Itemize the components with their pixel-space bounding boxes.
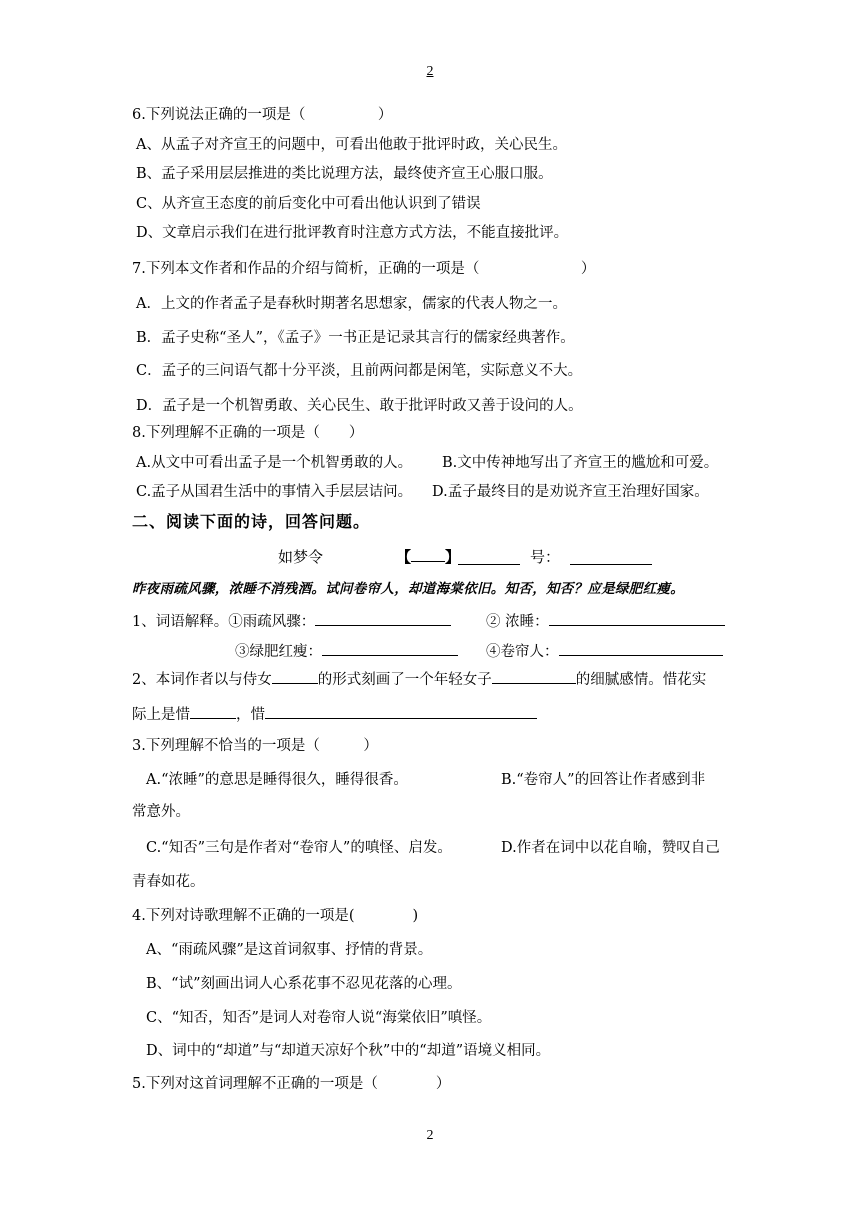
p3-option-d: D.作者在词中以花自喻，赞叹自己 xyxy=(501,840,720,856)
p4-stem: 4.下列对诗歌理解不正确的一项是( ) xyxy=(132,908,419,924)
poem-text: 昨夜雨疏风骤，浓睡不消残酒。试问卷帘人，却道海棠依旧。知否，知否？应是绿肥红瘦。 xyxy=(132,581,684,597)
p2-line2: 际上是惜 ，惜 xyxy=(132,703,537,725)
p1-juanlian: ④卷帘人： xyxy=(486,640,723,662)
blank-juanlian[interactable] xyxy=(559,640,723,656)
p3-option-a: A.“浓睡”的意思是睡得很久，睡得很香。 xyxy=(146,772,408,788)
blank-xi2[interactable] xyxy=(265,703,537,719)
p4-option-d: D、词中的“却道”与“却道天凉好个秋”中的“却道”语境义相同。 xyxy=(146,1043,551,1059)
p3-stem: 3.下列理解不恰当的一项是（ ） xyxy=(132,738,378,754)
p3-option-b-cont: 常意外。 xyxy=(132,804,190,820)
blank-lvfei[interactable] xyxy=(322,640,458,656)
hao-label: 号： xyxy=(530,548,561,566)
q6-option-a: A、从孟子对齐宣王的问题中，可看出他敢于批评时政，关心民生。 xyxy=(136,137,567,153)
q7-stem: 7.下列本文作者和作品的介绍与简析，正确的一项是（ ） xyxy=(132,261,596,277)
p1-line1: 1、词语解释。①雨疏风骤： xyxy=(132,610,451,632)
q8-option-a: A.从文中可看出孟子是一个机智勇敢的人。 xyxy=(136,455,413,471)
author-bracket: 【 】 xyxy=(396,548,461,566)
page-number-bottom: 2 xyxy=(426,1128,434,1143)
q6-option-c: C、从齐宣王态度的前后变化中可看出他认识到了错误 xyxy=(136,196,481,212)
blank-feeling[interactable] xyxy=(492,668,576,684)
p3-option-d-cont: 青春如花。 xyxy=(132,874,205,890)
q7-option-b: B．孟子史称“圣人”，《孟子》一书正是记录其言行的儒家经典著作。 xyxy=(136,330,575,346)
p1-line2: ③绿肥红瘦： xyxy=(235,640,458,662)
q7-option-c: C．孟子的三问语气都十分平淡，且前两问都是闲笔，实际意义不大。 xyxy=(136,363,583,379)
p3-option-b: B.“卷帘人”的回答让作者感到非 xyxy=(501,772,706,788)
p1-nongshui: ② 浓睡： xyxy=(486,610,725,632)
p2-line1: 2、本词作者以与侍女 的形式刻画了一个年轻女子 的细腻感情。惜花实 xyxy=(132,668,706,690)
p4-option-c: C、“知否，知否”是词人对卷帘人说“海棠依旧”嗔怪。 xyxy=(146,1010,492,1026)
author-blank[interactable] xyxy=(411,546,445,562)
q8-stem: 8.下列理解不正确的一项是（ ） xyxy=(132,425,364,441)
q8-option-b: B.文中传神地写出了齐宣王的尴尬和可爱。 xyxy=(442,455,719,471)
q6-stem: 6.下列说法正确的一项是（ ） xyxy=(132,107,393,123)
blank-form[interactable] xyxy=(272,668,318,684)
section-heading: 二、阅读下面的诗，回答问题。 xyxy=(132,512,371,531)
q8-option-d: D.孟子最终目的是劝说齐宣王治理好国家。 xyxy=(432,484,709,500)
p5-stem: 5.下列对这首词理解不正确的一项是（ ） xyxy=(132,1076,451,1092)
q7-option-d: D．孟子是一个机智勇敢、关心民生、敢于批评时政又善于设问的人。 xyxy=(136,398,583,414)
q6-option-b: B、孟子采用层层推进的类比说理方法，最终使齐宣王心服口服。 xyxy=(136,166,553,182)
page-number-top: 2 xyxy=(426,64,434,79)
p3-option-c: C.“知否”三句是作者对“卷帘人”的嗔怪、启发。 xyxy=(146,840,452,856)
q7-option-a: A．上文的作者孟子是春秋时期著名思想家，儒家的代表人物之一。 xyxy=(136,296,567,312)
name-blank[interactable] xyxy=(458,549,520,565)
q6-option-d: D、文章启示我们在进行批评教育时注意方式方法，不能直接批评。 xyxy=(136,225,569,241)
blank-nongshui[interactable] xyxy=(549,610,725,626)
p4-option-a: A、“雨疏风骤”是这首词叙事、抒情的背景。 xyxy=(146,942,433,958)
poem-title: 如梦令 xyxy=(278,548,324,566)
q8-option-c: C.孟子从国君生活中的事情入手层层诘问。 xyxy=(136,484,413,500)
hao-blank[interactable] xyxy=(570,549,652,565)
p4-option-b: B、“试”刻画出词人心系花事不忍见花落的心理。 xyxy=(146,976,462,992)
blank-yushu[interactable] xyxy=(315,610,451,626)
blank-xi1[interactable] xyxy=(190,703,236,719)
